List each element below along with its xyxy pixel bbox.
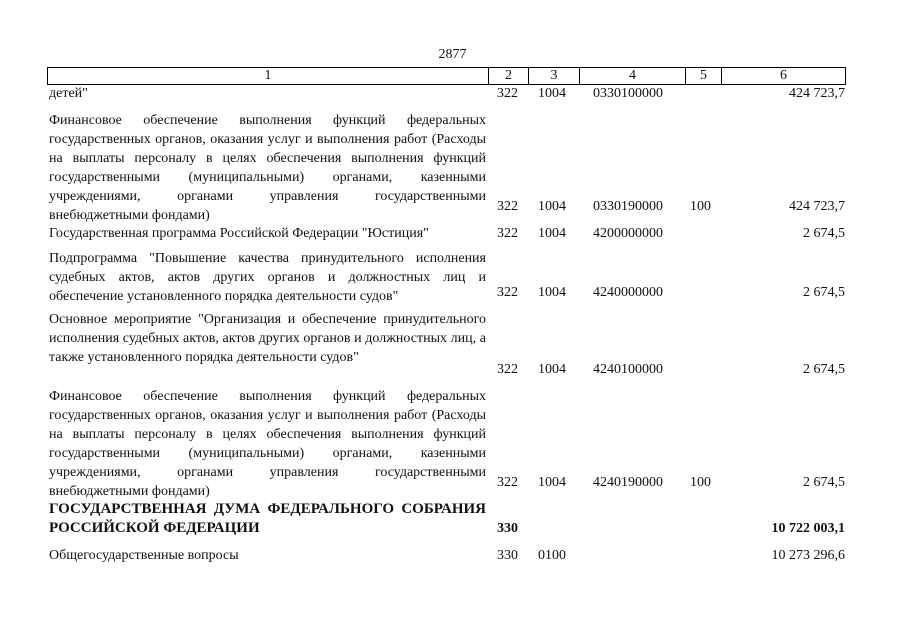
page-number: 2877 — [438, 47, 467, 62]
row-col-4: 4240100000 — [593, 362, 663, 377]
row-col-3: 1004 — [538, 285, 566, 300]
row-col-5: 100 — [690, 475, 711, 490]
row-col-2: 322 — [497, 285, 518, 300]
row-col-6: 424 723,7 — [789, 199, 845, 214]
row-col-3: 1004 — [538, 199, 566, 214]
row-col-6: 10 273 296,6 — [771, 548, 845, 563]
row-col-6: 2 674,5 — [803, 362, 845, 377]
row-name: детей" — [49, 86, 88, 101]
row-name: Подпрограмма "Повышение качества принудительного исполнения судебных актов, актов других органов и должностных лиц и обеспечение установленного порядка деятельности судов" — [49, 251, 486, 304]
table-header — [47, 67, 846, 85]
row-name: Финансовое обеспечение выполнения функций федеральных государственных органов, оказания услуг и выполнения работ (Расходы на выплаты персоналу в целях обеспечения выполнения функций государственными (муниципальными) органами, казенными учреждениями, органами управления государственными внебюджетными фондами) — [49, 389, 486, 499]
row-col-4: 0330100000 — [593, 86, 663, 101]
row-col-3: 1004 — [538, 475, 566, 490]
row-col-6: 2 674,5 — [803, 226, 845, 241]
table-row — [0, 103, 905, 223]
row-col-2: 322 — [497, 86, 518, 101]
row-col-2: 322 — [497, 362, 518, 377]
row-col-4: 4240000000 — [593, 285, 663, 300]
row-col-3: 1004 — [538, 362, 566, 377]
row-col-2: 322 — [497, 475, 518, 490]
row-name: Основное мероприятие "Организация и обеспечение принудительного исполнения судебных актов, актов других органов и должностных лиц, а также установленного порядка деятельности судов" — [49, 312, 486, 365]
row-col-2: 330 — [497, 548, 518, 563]
row-col-3: 1004 — [538, 86, 566, 101]
row-name: ГОСУДАРСТВЕННАЯ ДУМА ФЕДЕРАЛЬНОГО СОБРАНИЯ РОССИЙСКОЙ ФЕДЕРАЦИИ — [49, 501, 486, 536]
row-name: Общегосударственные вопросы — [49, 548, 239, 563]
table-row — [0, 216, 905, 243]
table-row — [0, 84, 905, 103]
header-col-6: 6 — [721, 68, 845, 84]
header-col-5: 5 — [685, 68, 721, 84]
row-name: Финансовое обеспечение выполнения функций федеральных государственных органов, оказания услуг и выполнения работ (Расходы на выплаты персоналу в целях обеспечения выполнения функций государственными (муниципальными) органами, казенными учреждениями, органами управления государственными внебюджетными фондами) — [49, 113, 486, 223]
row-col-2: 322 — [497, 226, 518, 241]
table-row — [0, 243, 905, 302]
header-col-1: 1 — [264, 68, 272, 83]
table-row — [0, 302, 905, 379]
row-col-3: 1004 — [538, 226, 566, 241]
row-col-2: 330 — [497, 521, 518, 536]
row-col-6: 10 722 003,1 — [771, 521, 845, 536]
header-col-2: 2 — [488, 68, 528, 84]
header-col-4: 4 — [579, 68, 685, 84]
table-row — [0, 379, 905, 499]
row-col-6: 2 674,5 — [803, 475, 845, 490]
row-col-6: 424 723,7 — [789, 86, 845, 101]
table-row — [0, 538, 905, 565]
row-col-2: 322 — [497, 199, 518, 214]
row-col-4: 4240190000 — [593, 475, 663, 490]
row-col-3: 0100 — [538, 548, 566, 563]
row-col-4: 0330190000 — [593, 199, 663, 214]
row-name: Государственная программа Российской Федерации "Юстиция" — [49, 226, 429, 241]
row-col-4: 4200000000 — [593, 226, 663, 241]
row-col-6: 2 674,5 — [803, 285, 845, 300]
table-row — [0, 492, 905, 538]
header-col-3: 3 — [528, 68, 579, 84]
row-col-5: 100 — [690, 199, 711, 214]
